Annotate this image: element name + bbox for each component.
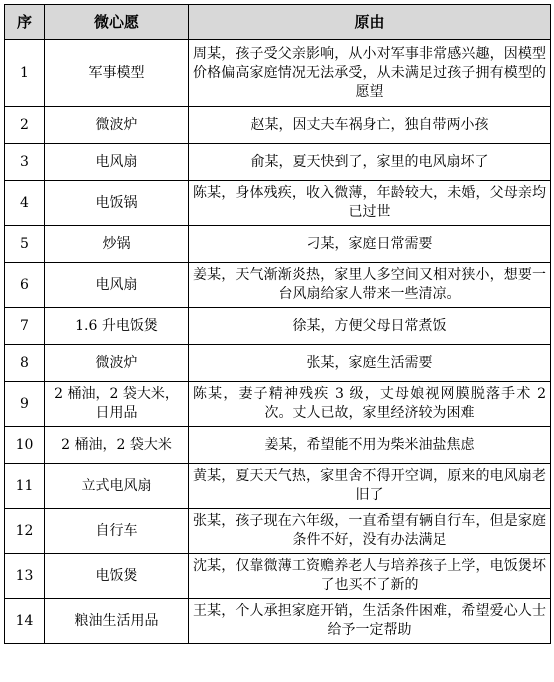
row-index: 14 [5, 599, 45, 644]
row-index: 4 [5, 181, 45, 226]
row-reason: 沈某，仅靠微薄工资赡养老人与培养孩子上学，电饭煲坏了也买不了新的 [189, 554, 551, 599]
header-reason: 原由 [189, 5, 551, 40]
row-wish: 2 桶油，2 袋大米 [45, 427, 189, 464]
row-reason: 王某，个人承担家庭开销，生活条件困难，希望爱心人士给予一定帮助 [189, 599, 551, 644]
row-index: 8 [5, 345, 45, 382]
table-row [5, 181, 551, 226]
row-index: 11 [5, 464, 45, 509]
row-index: 7 [5, 308, 45, 345]
table-row [5, 40, 551, 107]
row-reason: 俞某，夏天快到了，家里的电风扇坏了 [189, 144, 551, 181]
table-row [5, 144, 551, 181]
table-row [5, 554, 551, 599]
row-reason: 姜某，天气渐渐炎热，家里人多空间又相对狭小，想要一台风扇给家人带来一些清凉。 [189, 263, 551, 308]
row-index: 2 [5, 107, 45, 144]
row-wish: 电风扇 [45, 144, 189, 181]
header-wish: 微心愿 [45, 5, 189, 40]
row-reason: 姜某，希望能不用为柴米油盐焦虑 [189, 427, 551, 464]
row-reason: 赵某，因丈夫车祸身亡，独自带两小孩 [189, 107, 551, 144]
row-wish: 电风扇 [45, 263, 189, 308]
row-wish: 微波炉 [45, 345, 189, 382]
row-reason: 张某，家庭生活需要 [189, 345, 551, 382]
row-wish: 立式电风扇 [45, 464, 189, 509]
row-reason: 徐某，方便父母日常煮饭 [189, 308, 551, 345]
row-index: 3 [5, 144, 45, 181]
row-wish: 1.6 升电饭煲 [45, 308, 189, 345]
wish-table [4, 4, 551, 644]
row-wish: 2 桶油，2 袋大米，日用品 [45, 382, 189, 427]
row-reason: 刁某，家庭日常需要 [189, 226, 551, 263]
row-index: 10 [5, 427, 45, 464]
table-row [5, 107, 551, 144]
row-index: 5 [5, 226, 45, 263]
table-row [5, 226, 551, 263]
row-index: 6 [5, 263, 45, 308]
row-index: 9 [5, 382, 45, 427]
table-row [5, 382, 551, 427]
row-wish: 电饭煲 [45, 554, 189, 599]
row-reason: 周某，孩子受父亲影响，从小对军事非常感兴趣，因模型价格偏高家庭情况无法承受，从未满足过孩子拥有模型的愿望 [189, 40, 551, 107]
table-row [5, 308, 551, 345]
row-wish: 自行车 [45, 509, 189, 554]
row-wish: 微波炉 [45, 107, 189, 144]
table-row [5, 345, 551, 382]
header-index: 序 [5, 5, 45, 40]
row-index: 1 [5, 40, 45, 107]
row-reason: 陈某，身体残疾，收入微薄，年龄较大，未婚，父母亲均已过世 [189, 181, 551, 226]
row-index: 13 [5, 554, 45, 599]
row-wish: 粮油生活用品 [45, 599, 189, 644]
row-wish: 军事模型 [45, 40, 189, 107]
row-index: 12 [5, 509, 45, 554]
table-row [5, 427, 551, 464]
row-wish: 炒锅 [45, 226, 189, 263]
row-reason: 黄某，夏天天气热，家里舍不得开空调，原来的电风扇老旧了 [189, 464, 551, 509]
row-reason: 陈某，妻子精神残疾 3 级，丈母娘视网膜脱落手术 2 次。丈人已故，家里经济较为困难 [189, 382, 551, 427]
table-row [5, 599, 551, 644]
table-row [5, 464, 551, 509]
header-row [5, 5, 551, 40]
table-row [5, 509, 551, 554]
row-wish: 电饭锅 [45, 181, 189, 226]
row-reason: 张某，孩子现在六年级，一直希望有辆自行车，但是家庭条件不好，没有办法满足 [189, 509, 551, 554]
table-row [5, 263, 551, 308]
